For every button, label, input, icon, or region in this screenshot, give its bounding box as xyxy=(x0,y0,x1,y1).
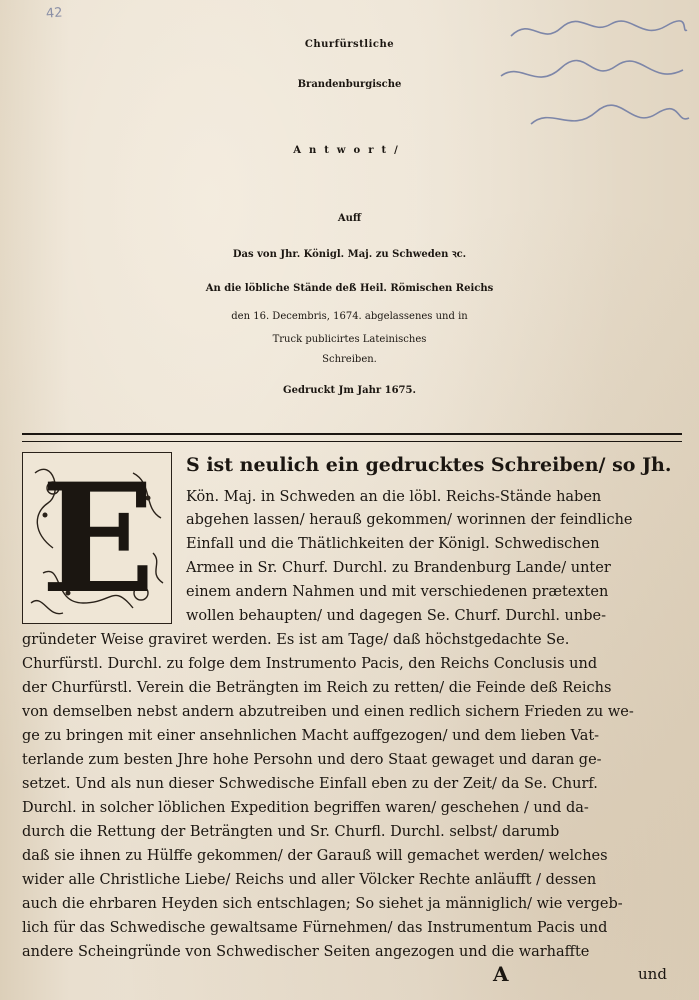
body-line: ge zu bringen mit einer ansehnlichen Macht auffgezogen/ und dem lieben Vat- xyxy=(22,728,600,744)
body-line: durch die Rettung der Beträngten und Sr. Churfl. Durchl. selbst/ darumb xyxy=(22,824,560,840)
body-line: wollen behaupten/ und dagegen Se. Churf. Durchl. unbe- xyxy=(186,608,606,624)
imprint-line: Gedruckt Jm Jahr 1675. xyxy=(283,385,416,396)
body-line: Armee in Sr. Churf. Durchl. zu Brandenburg Lande/ unter xyxy=(186,560,611,576)
body-line: abgehen lassen/ herauß gekommen/ worinnen der feindliche xyxy=(186,512,633,528)
body-line: setzet. Und als nun dieser Schwedische Einfall eben zu der Zeit/ da Se. Churf. xyxy=(22,776,598,792)
body-line: gründeter Weise graviret werden. Es ist am Tage/ daß höchstgedachte Se. xyxy=(22,632,570,648)
title-line-5: Das von Jhr. Königl. Maj. zu Schweden ꝛc. xyxy=(232,249,467,260)
title-line-6: An die löbliche Stände deß Heil. Römischen Reichs xyxy=(205,283,494,294)
initial-letter: E xyxy=(40,451,156,627)
catchword: und xyxy=(638,965,667,983)
body-line: von demselben nebst andern abzutreiben und einen redlich sichern Frieden zu we- xyxy=(22,704,634,720)
body-line: der Churfürstl. Verein die Beträngten im Reich zu retten/ die Feinde deß Reichs xyxy=(22,680,612,696)
title-line-9: Schreiben. xyxy=(322,354,377,365)
body-line: Churfürstl. Durchl. zu folge dem Instrumento Pacis, den Reichs Conclusis und xyxy=(22,656,598,672)
title-line-2: Brandenburgische xyxy=(297,79,402,90)
body-line: daß sie ihnen zu Hülffe gekommen/ der Garauß will gemachet werden/ welches xyxy=(22,848,608,864)
body-line: Einfall und die Thätlichkeiten der Königl. Schwedischen xyxy=(186,536,600,552)
title-line-7: den 16. Decembris, 1674. abgelassenes und in xyxy=(231,311,468,322)
body-line: S ist neulich ein gedrucktes Schreiben/ so Jh. xyxy=(186,454,672,476)
body-line: Durchl. in solcher löblichen Expedition begriffen waren/ geschehen / und da- xyxy=(22,800,589,816)
body-line: andere Scheingründe von Schwedischer Seiten angezogen und die warhaffte xyxy=(22,944,590,960)
title-line-4: Auff xyxy=(337,213,362,224)
body-line: lich für das Schwedische gewaltsame Fürnehmen/ das Instrumentum Pacis und xyxy=(22,920,608,936)
body-line: auch die ehrbaren Heyden sich entschlagen; So siehet ja männiglich/ wie vergeb- xyxy=(22,896,623,912)
body-line: terlande zum besten Jhre hohe Persohn und dero Staat gewaget und daran ge- xyxy=(22,752,602,768)
pencil-page-number: 42 xyxy=(45,5,64,22)
title-line-1: Churfürstliche xyxy=(304,39,395,50)
body-line: wider alle Christliche Liebe/ Reichs und aller Völcker Rechte anläufft / dessen xyxy=(22,872,597,888)
signature-mark: A xyxy=(493,962,509,986)
title-main: Antwort/ xyxy=(293,145,406,156)
body-line: einem andern Nahmen und mit verschiedenen prætexten xyxy=(186,584,609,600)
title-line-8: Truck publicirtes Lateinisches xyxy=(272,334,427,345)
body-line: Kön. Maj. in Schweden an die löbl. Reichs-Stände haben xyxy=(186,489,602,505)
